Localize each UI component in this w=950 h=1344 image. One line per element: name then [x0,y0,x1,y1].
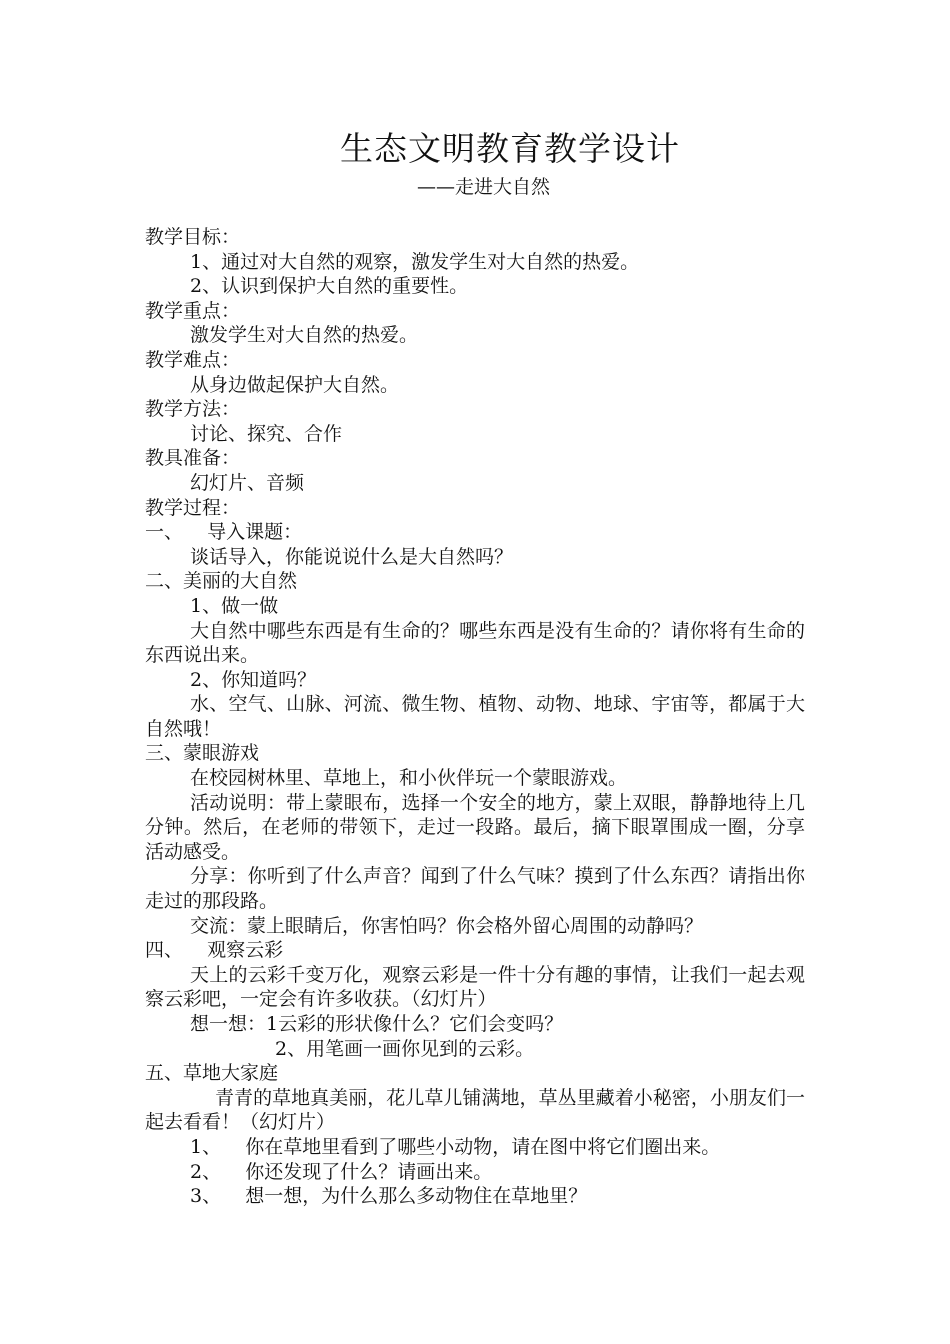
body-paragraph: 青青的草地真美丽，花儿草儿铺满地，草丛里藏着小秘密，小朋友们一起去看看！（幻灯片） [145,1086,805,1134]
body-line: 2、你知道吗？ [190,668,317,691]
section-heading: 教学难点： [145,348,241,371]
section-heading: 教学目标： [145,226,241,248]
body-paragraph: 大自然中哪些东西是有生命的？哪些东西是没有生命的？请你将有生命的东西说出来。 [145,619,805,667]
body-line: 讨论、探究、合作 [190,422,343,445]
body-paragraph: 分享：你听到了什么声音？闻到了什么气味？摸到了什么东西？请指出你走过的那段路。 [145,865,805,913]
section-heading: 五、草地大家庭 [145,1062,279,1085]
body-line: 1、 你在草地里看到了哪些小动物，请在图中将它们圈出来。 [190,1135,721,1158]
section-heading: 二、美丽的大自然 [145,570,298,593]
body-line: 1、做一做 [190,594,279,617]
body-line: 2、 你还发现了什么？请画出来。 [190,1160,493,1183]
section-heading: 教具准备： [145,447,241,470]
document-title: 生态文明教育教学设计 [340,129,680,168]
body-line: 从身边做起保护大自然。 [190,373,400,396]
body-line: 3、 想一想，为什么那么多动物住在草地里？ [190,1185,588,1208]
body-line: 1、通过对大自然的观察，激发学生对大自然的热爱。 [190,250,640,273]
document-body [145,225,805,1209]
body-line: 在校园树林里、草地上，和小伙伴玩一个蒙眼游戏。 [190,767,628,790]
body-line: 2、认识到保护大自然的重要性。 [190,275,469,298]
section-heading: 教学重点： [145,299,241,322]
body-subline: 2、用笔画一画你见到的云彩。 [275,1037,535,1060]
section-heading: 四、 观察云彩 [145,939,284,962]
section-heading: 教学过程： [145,496,241,519]
body-line: 激发学生对大自然的热爱。 [190,324,419,347]
body-paragraph: 活动说明：带上蒙眼布，选择一个安全的地方，蒙上双眼，静静地待上几分钟。然后，在老师的带领下，走过一段路。最后，摘下眼罩围成一圈，分享活动感受。 [145,791,805,863]
body-paragraph: 天上的云彩千变万化，观察云彩是一件十分有趣的事情，让我们一起去观察云彩吧，一定会有许多收获。（幻灯片） [145,963,805,1011]
section-heading: 一、 导入课题： [145,521,303,544]
section-heading: 三、蒙眼游戏 [145,742,260,765]
body-line: 谈话导入，你能说说什么是大自然吗？ [190,545,514,568]
body-line: 交流：蒙上眼睛后，你害怕吗？你会格外留心周围的动静吗？ [190,914,704,937]
section-heading: 教学方法： [145,398,241,421]
body-line: 想一想：1云彩的形状像什么？它们会变吗？ [190,1013,564,1035]
document-subtitle: ——走进大自然 [417,176,551,198]
body-line: 幻灯片、音频 [190,471,305,494]
body-paragraph: 水、空气、山脉、河流、微生物、植物、动物、地球、宇宙等，都属于大自然哦！ [145,693,805,740]
